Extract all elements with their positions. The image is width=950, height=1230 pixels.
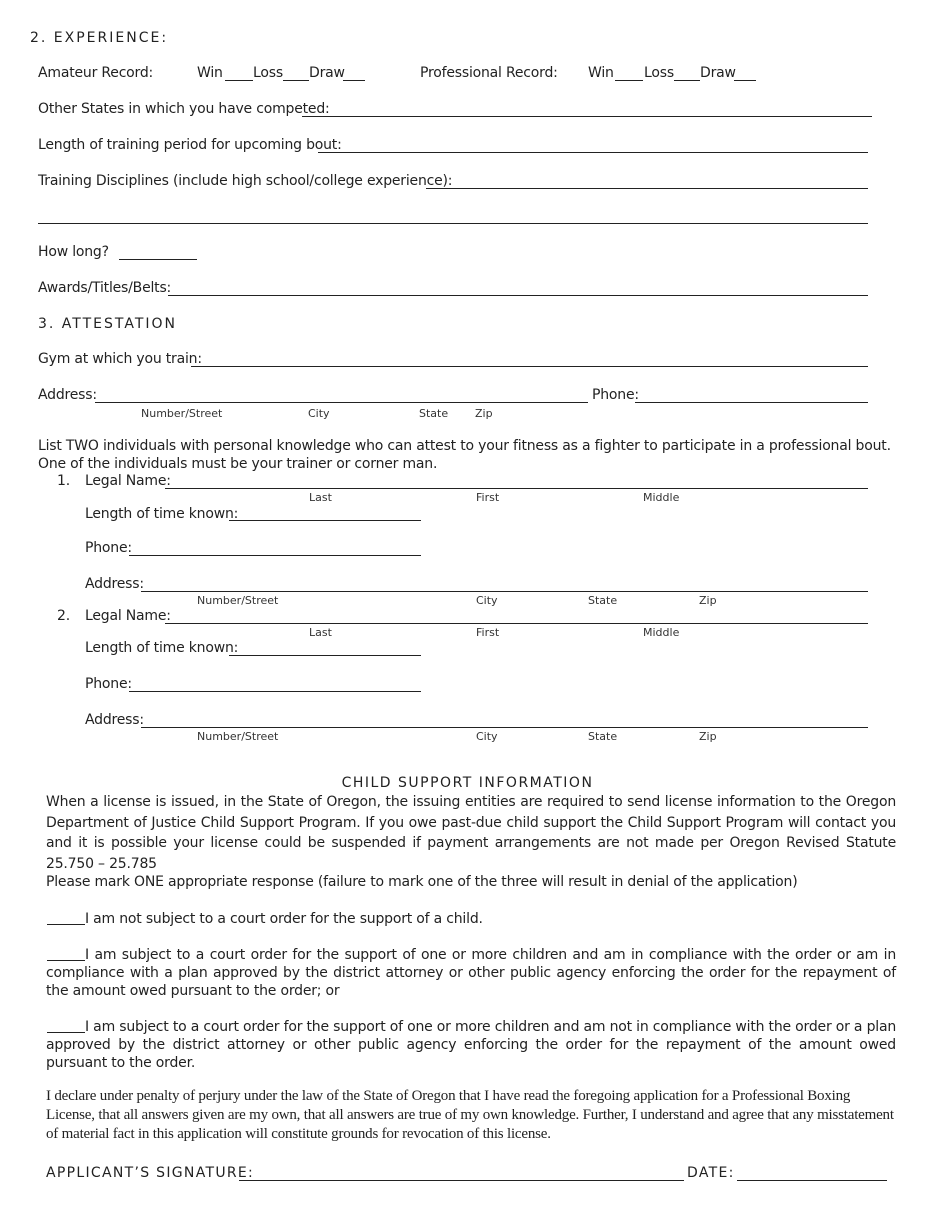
- individual-1-address-label: Address:: [85, 576, 144, 592]
- individual-2-address-label: Address:: [85, 712, 144, 728]
- amateur-loss-field[interactable]: [283, 80, 309, 81]
- gym-label: Gym at which you train:: [38, 351, 202, 367]
- gym-phone-field[interactable]: [635, 402, 868, 403]
- individual-1-sub-state: State: [588, 594, 618, 607]
- training-length-label: Length of training period for upcoming bout:: [38, 137, 342, 153]
- training-disciplines-field-2[interactable]: [38, 223, 868, 224]
- individual-2-sub-state: State: [588, 730, 618, 743]
- awards-field[interactable]: [168, 295, 868, 296]
- professional-loss-field[interactable]: [674, 80, 700, 81]
- professional-win-label: Win: [588, 65, 614, 81]
- individual-1-time-known-field[interactable]: [229, 520, 421, 521]
- individual-2-sub-first: First: [476, 626, 500, 639]
- individual-2-sub-last: Last: [309, 626, 332, 639]
- amateur-loss-label: Loss: [253, 65, 283, 81]
- gym-address-label: Address:: [38, 387, 97, 403]
- gym-sub-state: State: [419, 407, 449, 420]
- individual-1-sub-number-street: Number/Street: [197, 594, 279, 607]
- option-2-text: I am subject to a court order for the support of one or more children and am in compliance with the order or am in compliance with a plan approved by the district attorney or other public agency enforcing the order for the repayment of the amount owed pursuant to the order; or: [46, 947, 896, 999]
- gym-sub-city: City: [308, 407, 330, 420]
- individual-2-address-field[interactable]: [141, 727, 868, 728]
- other-states-label: Other States in which you have competed:: [38, 101, 330, 117]
- professional-loss-label: Loss: [644, 65, 674, 81]
- individual-2-sub-city: City: [476, 730, 498, 743]
- signature-field[interactable]: [239, 1180, 684, 1181]
- individual-1-legal-name-label: Legal Name:: [85, 473, 171, 489]
- amateur-win-label: Win: [197, 65, 223, 81]
- date-field[interactable]: [737, 1180, 887, 1181]
- training-disciplines-label: Training Disciplines (include high school/college experience):: [38, 173, 453, 189]
- gym-address-field[interactable]: [95, 402, 588, 403]
- individual-1-time-known-label: Length of time known:: [85, 506, 239, 522]
- option-1-text: I am not subject to a court order for the support of a child.: [85, 911, 483, 927]
- gym-sub-number-street: Number/Street: [141, 407, 223, 420]
- individual-1-sub-city: City: [476, 594, 498, 607]
- individual-2-legal-name-field[interactable]: [165, 623, 868, 624]
- experience-heading: 2. EXPERIENCE:: [30, 30, 169, 46]
- amateur-win-field[interactable]: [225, 80, 253, 81]
- individual-1-phone-label: Phone:: [85, 540, 132, 556]
- other-states-field[interactable]: [302, 116, 872, 117]
- individual-1-sub-first: First: [476, 491, 500, 504]
- individual-2-legal-name-label: Legal Name:: [85, 608, 171, 624]
- individual-2-time-known-field[interactable]: [229, 655, 421, 656]
- training-length-field[interactable]: [318, 152, 868, 153]
- individual-2-sub-middle: Middle: [643, 626, 680, 639]
- individual-2-sub-number-street: Number/Street: [197, 730, 279, 743]
- individual-2-phone-field[interactable]: [129, 691, 421, 692]
- individual-1-legal-name-field[interactable]: [165, 488, 868, 489]
- declaration-text: I declare under penalty of perjury under the law of the State of Oregon that I have read the foregoing application for a Professional Boxing License, that all answers given are my own, that all answers are true of my own knowledge. Further, I understand and agree that any misstatement of material fact in this application will constitute grounds for revocation of this license.: [46, 1088, 894, 1142]
- amateur-draw-field[interactable]: [343, 80, 365, 81]
- attestation-instructions: List TWO individuals with personal knowledge who can attest to your fitness as a fighter to participate in a professional bout. One of the individuals must be your trainer or corner man.: [38, 438, 891, 472]
- how-long-field[interactable]: [119, 259, 197, 260]
- individual-1-phone-field[interactable]: [129, 555, 421, 556]
- attestation-heading: 3. ATTESTATION: [38, 316, 178, 332]
- option-3-text: I am subject to a court order for the support of one or more children and am not in compliance with the order or a plan approved by the district attorney or other public agency enforcing the order for the repayment of the amount owed pursuant to the order.: [46, 1019, 896, 1071]
- individual-1-sub-last: Last: [309, 491, 332, 504]
- professional-draw-label: Draw: [700, 65, 736, 81]
- amateur-record-label: Amateur Record:: [38, 65, 154, 81]
- individual-2-time-known-label: Length of time known:: [85, 640, 239, 656]
- child-support-paragraph: When a license is issued, in the State of Oregon, the issuing entities are required to send license information to the Oregon Department of Justice Child Support Program. If you owe past-due child support the Child Support Program will contact you and it is possible your license could be suspended if payment arrangements are not made per Oregon Revised Statute 25.750 – 25.785: [46, 794, 896, 872]
- awards-label: Awards/Titles/Belts:: [38, 280, 172, 296]
- professional-draw-field[interactable]: [734, 80, 756, 81]
- professional-record-label: Professional Record:: [420, 65, 558, 81]
- gym-phone-label: Phone:: [592, 387, 639, 403]
- gym-field[interactable]: [191, 366, 868, 367]
- individual-2-number: 2.: [57, 608, 70, 624]
- how-long-label: How long?: [38, 244, 109, 260]
- training-disciplines-field[interactable]: [426, 188, 868, 189]
- date-label: DATE:: [687, 1165, 735, 1181]
- individual-1-number: 1.: [57, 473, 70, 489]
- individual-1-sub-zip: Zip: [699, 594, 717, 607]
- gym-sub-zip: Zip: [475, 407, 493, 420]
- signature-label: APPLICANT’S SIGNATURE:: [46, 1165, 255, 1181]
- child-support-heading: CHILD SUPPORT INFORMATION: [341, 775, 594, 791]
- individual-2-sub-zip: Zip: [699, 730, 717, 743]
- individual-1-sub-middle: Middle: [643, 491, 680, 504]
- professional-win-field[interactable]: [615, 80, 643, 81]
- child-support-mark-one: Please mark ONE appropriate response (failure to mark one of the three will result in denial of the application): [46, 874, 798, 890]
- amateur-draw-label: Draw: [309, 65, 345, 81]
- individual-1-address-field[interactable]: [141, 591, 868, 592]
- individual-2-phone-label: Phone:: [85, 676, 132, 692]
